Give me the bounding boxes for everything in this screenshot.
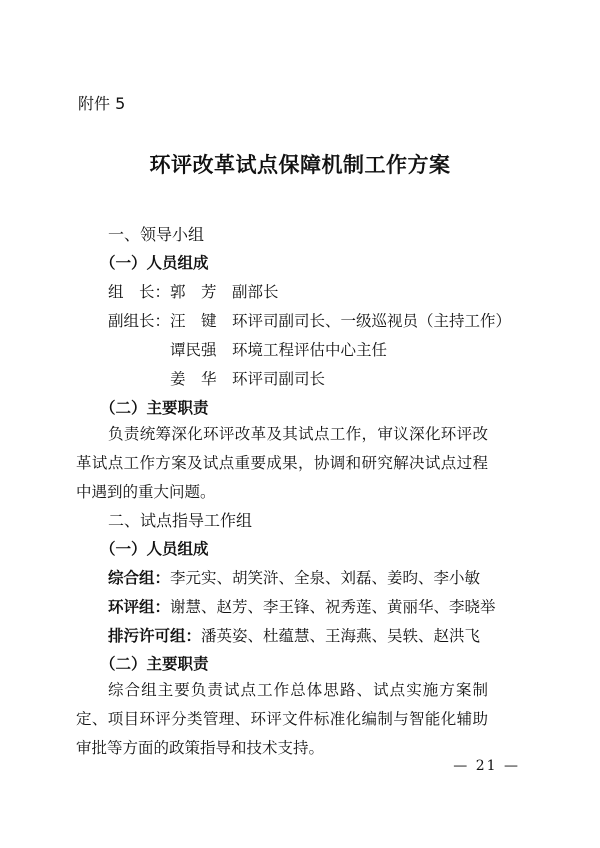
section1-duty-paragraph: 负责统筹深化环评改革及其试点工作，审议深化环评改革试点工作方案及试点重要成果，协调和研究解决试点过程中遇到的重大问题。 — [76, 425, 488, 501]
group-label: 环评组： — [108, 598, 171, 616]
section2-sub2: （二）主要职责 — [100, 654, 209, 673]
group-members: 潘英姿、杜蕴慧、王海燕、吴轶、赵洪飞 — [201, 627, 481, 645]
group-row — [108, 595, 496, 617]
document-title: 环评改革试点保障机制工作方案 — [149, 152, 451, 177]
deputy-2: 谭民强 环境工程评估中心主任 — [170, 341, 388, 359]
attachment-label: 附件 5 — [78, 94, 126, 113]
section1-sub2: （二）主要职责 — [100, 398, 209, 417]
leader-row — [108, 280, 279, 302]
deputy-row-1 — [108, 309, 511, 331]
group-label: 排污许可组： — [108, 627, 202, 645]
deputy-3: 姜 华 环评司副司长 — [170, 370, 326, 388]
group-row — [108, 624, 480, 646]
group-row — [108, 566, 480, 588]
section1-heading: 一、领导小组 — [108, 225, 205, 244]
section2-sub1: （一）人员组成 — [100, 539, 209, 558]
leader-value: 郭 芳 副部长 — [170, 283, 279, 301]
section2-duty-paragraph: 综合组主要负责试点工作总体思路、试点实施方案制定、项目环评分类管理、环评文件标准化编制与智能化辅助审批等方面的政策指导和技术支持。 — [76, 681, 488, 757]
group-members: 李元实、胡笑浒、全泉、刘磊、姜昀、李小敏 — [170, 569, 481, 587]
deputy-label: 副组长： — [108, 312, 171, 330]
leader-label: 组 长： — [108, 283, 171, 301]
section1-sub1: （一）人员组成 — [100, 253, 209, 272]
deputy-1: 汪 键 环评司副司长、一级巡视员（主持工作） — [170, 312, 512, 330]
page-number: — 21 — — [453, 758, 520, 774]
group-members: 谢慧、赵芳、李王锋、祝秀莲、黄丽华、李晓举 — [170, 598, 496, 616]
section2-heading: 二、试点指导工作组 — [108, 511, 253, 530]
group-label: 综合组： — [108, 569, 171, 587]
